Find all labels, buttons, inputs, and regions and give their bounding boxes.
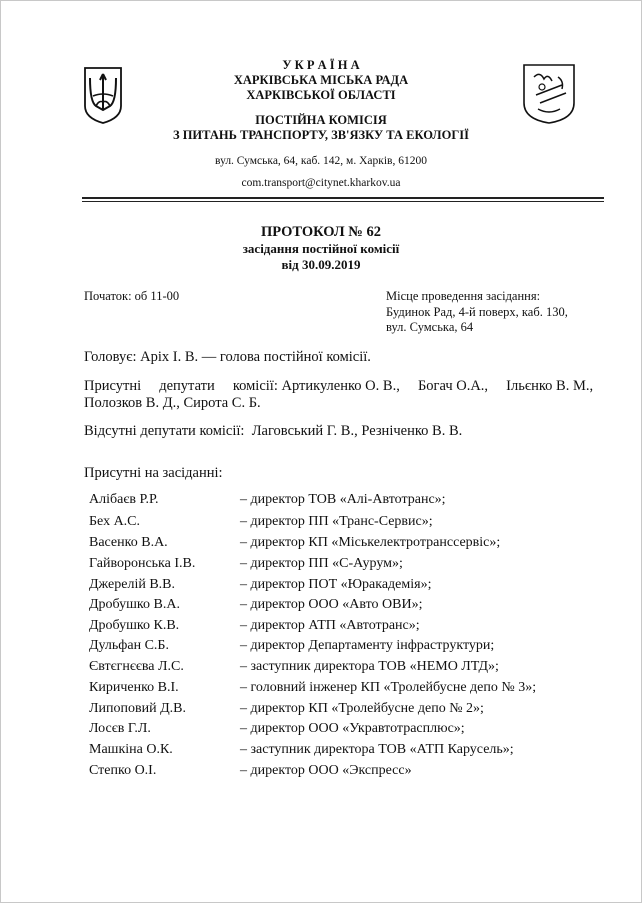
chair-line: Головує: Аріх І. В. — голова постійної комісії. [84,349,371,365]
address-line: вул. Сумська, 64, каб. 142, м. Харків, 61200 [215,155,427,167]
email-line: com.transport@citynet.kharkov.ua [241,177,401,189]
start-time: Початок: об 11-00 [84,289,180,303]
present-deputies-line-1: Присутні депутати комісії: Артикуленко О. В., Богач О.А., Ільєнко В. М., [84,378,594,394]
attendee-name: Васенко В.А. [89,535,168,550]
header-divider-thin [82,201,604,202]
list-item [0,492,642,514]
attendee-role: – директор КП «Міськелектротранссервіс»; [240,535,501,550]
list-item [0,721,642,743]
list-item [0,742,642,764]
header-divider-thick [82,197,604,199]
attendees-heading: Присутні на засіданні: [84,465,223,481]
attendee-role: – директор ООО «Авто ОВИ»; [240,597,423,612]
place-line-1: Будинок Рад, 4-й поверх, каб. 130, [386,305,568,319]
country-heading: У К Р А Ї Н А [282,58,360,72]
attendee-role: – директор Департаменту інфраструктури; [240,638,495,653]
list-item [0,638,642,660]
place-label: Місце проведення засідання: [386,289,541,303]
commission-heading-2: З ПИТАНЬ ТРАНСПОРТУ, ЗВ'ЯЗКУ ТА ЕКОЛОГІЇ [172,128,470,142]
region-heading: ХАРКІВСЬКОЇ ОБЛАСТІ [246,88,396,102]
place-line-2: вул. Сумська, 64 [386,320,474,334]
attendee-role: – директор КП «Тролейбусне депо № 2»; [240,701,484,716]
attendee-name: Машкіна О.К. [89,742,173,757]
council-heading: ХАРКІВСЬКА МІСЬКА РАДА [233,73,409,87]
attendee-role: – директор АТП «Автотранс»; [240,618,420,633]
protocol-date: від 30.09.2019 [281,257,361,272]
protocol-subtitle: засідання постійної комісії [242,241,400,256]
list-item [0,659,642,681]
attendee-role: – директор ПП «С-Аурум»; [240,556,403,571]
present-deputies-line-2: Полозков В. Д., Сирота С. Б. [84,395,261,411]
attendee-role: – директор ПП «Транс-Сервис»; [240,514,433,529]
attendee-role: – директор ООО «Укравтотрасплюс»; [240,721,465,736]
attendee-role: – директор ПОТ «Юракадемія»; [240,577,432,592]
attendee-role: – директор ТОВ «Алі-Автотранс»; [240,492,446,507]
attendee-name: Алібаєв Р.Р. [89,492,159,507]
list-item [0,535,642,557]
list-item [0,701,642,723]
list-item [0,577,642,599]
attendee-name: Дробушко К.В. [89,618,180,633]
attendee-role: – заступник директора ТОВ «АТП Карусель»; [240,742,514,757]
list-item [0,680,642,702]
list-item [0,556,642,578]
attendee-name: Липоповий Д.В. [89,701,186,716]
list-item [0,514,642,536]
attendee-name: Степко О.І. [89,763,157,778]
attendee-name: Кириченко В.І. [89,680,179,695]
list-item [0,618,642,640]
attendee-name: Джерелій В.В. [89,577,176,592]
attendee-name: Лосєв Г.Л. [89,721,151,736]
absent-deputies-line: Відсутні депутати комісії: Лаговський Г. В., Резніченко В. В. [84,423,463,439]
list-item [0,763,642,785]
attendee-role: – головний інженер КП «Тролейбусне депо № 3»; [240,680,537,695]
list-item [0,597,642,619]
attendee-name: Бех А.С. [89,514,141,529]
attendee-name: Дробушко В.А. [89,597,180,612]
attendee-role: – директор ООО «Экспресс» [240,763,412,778]
attendee-role: – заступник директора ТОВ «НЕМО ЛТД»; [240,659,499,674]
attendee-name: Дульфан С.Б. [89,638,169,653]
commission-heading-1: ПОСТІЙНА КОМІСІЯ [255,113,387,127]
attendee-name: Євтєгнєєва Л.С. [89,659,184,674]
attendee-name: Гайворонська І.В. [89,556,196,571]
protocol-title: ПРОТОКОЛ № 62 [261,224,381,240]
